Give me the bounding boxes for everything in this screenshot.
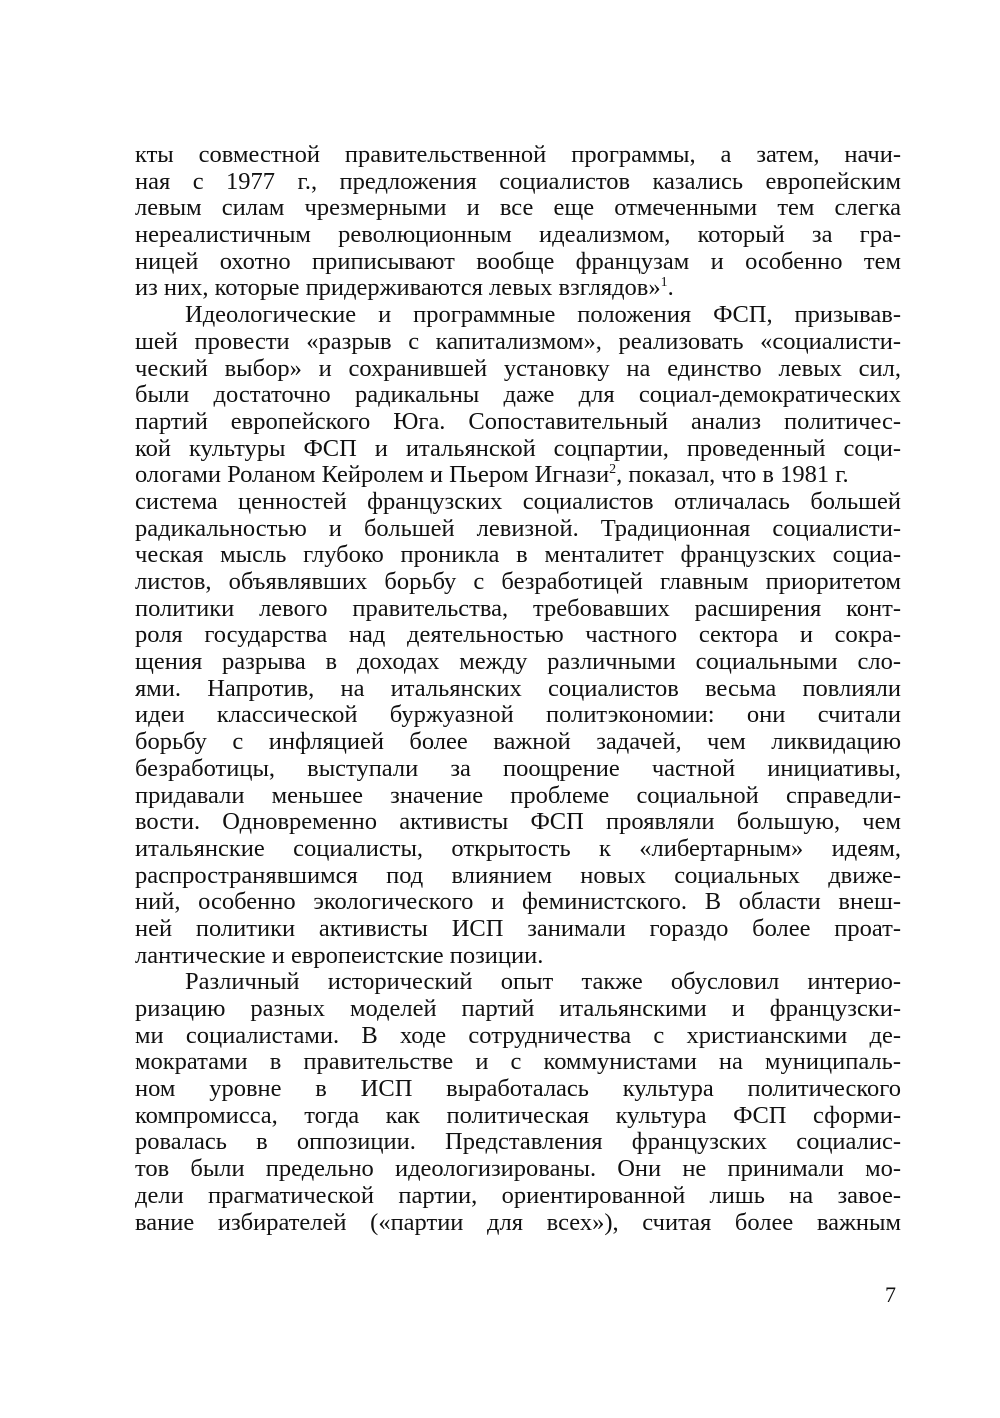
text-line: партий европейского Юга. Сопоставительный анализ политичес- — [135, 407, 901, 435]
text-line: роля государства над деятельностью частного сектора и сокра- — [135, 621, 901, 649]
text-fragment: ологами Роланом Кейролем и Пьером Игнази — [135, 461, 610, 489]
text-line: вости. Одновременно активисты ФСП проявляли большую, чем — [135, 808, 901, 836]
text-line: распространявшимся под влиянием новых социальных движе- — [135, 861, 901, 889]
text-line: вание избирателей («партии для всех»), считая более важным — [135, 1208, 901, 1236]
page-number: 7 — [885, 1282, 896, 1307]
text-line: ная с 1977 г., предложения социалистов казались европейским — [135, 167, 901, 195]
text-line: ми социалистами. В ходе сотрудничества с христианскими де- — [135, 1021, 901, 1049]
footnote-ref: 1 — [660, 275, 668, 291]
text-line — [135, 275, 901, 302]
text-line: левым силам чрезмерными и все еще отмеченными тем слегка — [135, 194, 901, 222]
paragraph-1 — [135, 142, 901, 302]
page-body — [135, 142, 901, 1236]
text-line: ями. Напротив, на итальянских социалистов весьма повлияли — [135, 674, 901, 702]
text-line: Различный исторический опыт также обусловил интерио- — [185, 968, 901, 996]
text-line: безработицы, выступали за поощрение частной инициативы, — [135, 754, 901, 782]
text-fragment: . — [667, 274, 674, 302]
text-line: щения разрыва в доходах между различными социальными сло- — [135, 648, 901, 676]
text-line: ней политики активисты ИСП занимали гораздо более проат- — [135, 914, 901, 942]
text-line: ческая мысль глубоко проникла в менталитет французских социа- — [135, 541, 901, 569]
text-line: ном уровне в ИСП выработалась культура политического — [135, 1075, 901, 1103]
text-line: лантические и европеистские позиции. — [135, 941, 544, 969]
text-line: ческий выбор» и сохранившей установку на единство левых сил, — [135, 354, 901, 382]
paragraph-3 — [135, 969, 901, 1236]
text-line: кой культуры ФСП и итальянской соцпартии, проведенный соци- — [135, 434, 901, 462]
text-line: листов, объявлявших борьбу с безработицей главным приоритетом — [135, 568, 901, 595]
text-line: система ценностей французских социалистов отличалась большей — [135, 487, 901, 515]
paragraph-2 — [135, 302, 901, 969]
text-line: дели прагматической партии, ориентированной лишь на завое- — [135, 1181, 901, 1209]
text-line: ницей охотно приписывают вообще французам и особенно тем — [135, 247, 901, 275]
text-line: нереалистичным революционным идеализмом, который за гра- — [135, 221, 901, 249]
text-line: шей провести «разрыв с капитализмом», реализовать «социалисти- — [135, 327, 901, 355]
footnote-ref: 2 — [609, 462, 617, 478]
text-line: борьбу с инфляцией более важной задачей, чем ликвидацию — [135, 728, 901, 756]
text-fragment: из них, которые придерживаются левых взглядов» — [135, 274, 661, 302]
text-line: были достаточно радикальны даже для социал-демократических — [135, 381, 901, 409]
text-line: итальянские социалисты, открытость к «либертарным» идеям, — [135, 834, 901, 862]
text-line: радикальностью и большей левизной. Традиционная социалисти- — [135, 514, 901, 542]
text-line: ризацию разных моделей партий итальянскими и французски- — [135, 995, 901, 1022]
text-line: придавали меньшее значение проблеме социальной справедли- — [135, 781, 901, 809]
text-line: тов были предельно идеологизированы. Они не принимали мо- — [135, 1155, 901, 1183]
text-line: идеи классической буржуазной политэкономии: они считали — [135, 701, 901, 729]
text-line — [135, 462, 901, 489]
text-fragment: , показал, что в 1981 г. — [616, 461, 849, 489]
text-line: компромисса, тогда как политическая культура ФСП сформи- — [135, 1101, 901, 1129]
text-line: ровалась в оппозиции. Представления французских социалис- — [135, 1128, 901, 1156]
text-line: политики левого правительства, требовавших расширения конт- — [135, 594, 901, 622]
text-line: мократами в правительстве и с коммунистами на муниципаль- — [135, 1048, 901, 1076]
text-line: кты совместной правительственной программы, а затем, начи- — [135, 141, 901, 168]
text-line: Идеологические и программные положения ФСП, призывав- — [185, 301, 901, 329]
text-line: ний, особенно экологического и феминистского. В области внеш- — [135, 888, 901, 916]
